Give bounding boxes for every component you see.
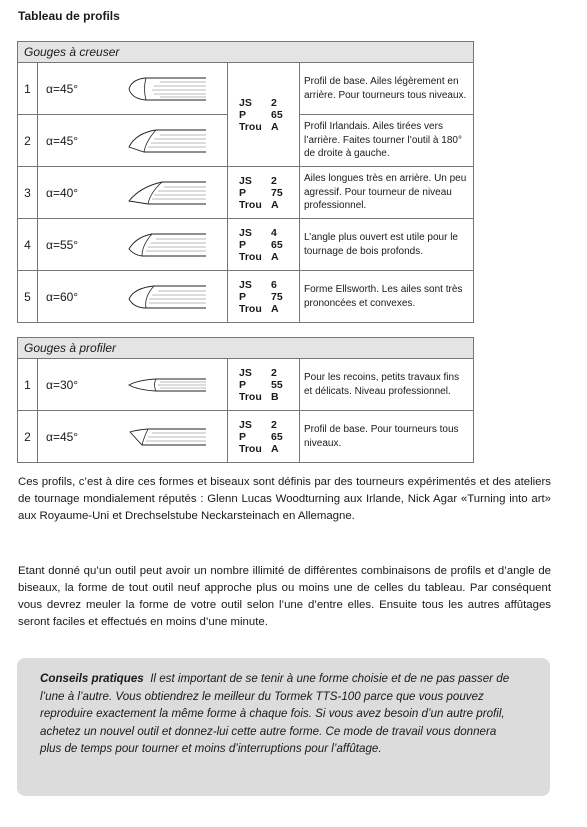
trou-value: A <box>271 250 279 263</box>
description: Forme Ellsworth. Les ailes sont très prononcées et convexes. <box>300 271 474 323</box>
angle-cell <box>38 219 228 271</box>
description: Pour les recoins, petits travaux fins et délicats. Niveau professionnel. <box>300 359 474 411</box>
trou-value: B <box>271 390 279 403</box>
spindle-gouge-table <box>17 337 474 463</box>
angle-cell <box>38 167 228 219</box>
angle-cell <box>38 271 228 323</box>
table-heading: Gouges à creuser <box>18 42 474 63</box>
trou-value: A <box>271 198 279 211</box>
gouge-profile-drawing <box>126 283 208 311</box>
gouge-profile-drawing <box>126 423 208 451</box>
angle-cell <box>38 115 228 167</box>
gouge-profile-drawing <box>126 231 208 259</box>
p-label: P <box>239 186 247 199</box>
tip-text: Il est important de se tenir à une forme choisie et de ne pas passer de l’une à l’autre. Vous obtiendrez le meilleur du Tormek TTS-100 parce que vous pouvez reproduire exactement la même forme à chaque fois. Si vous avez besoin d’un autre profil, achetez un nouvel outil et donnez-lui cette autre forme. Ce mode de travail vous donnera plus de temps pour tourner et moins d’interruptions pour l’affûtage. <box>40 672 510 756</box>
spec-cell <box>228 271 300 323</box>
js-value: 2 <box>271 418 277 431</box>
row-number: 5 <box>18 271 38 323</box>
js-label: JS <box>239 278 252 291</box>
gouge-profile-drawing <box>126 75 208 103</box>
gouge-profile-drawing <box>126 371 208 399</box>
table-heading: Gouges à profiler <box>18 338 474 359</box>
table-row <box>18 411 474 463</box>
page-title: Tableau de profils <box>18 9 120 23</box>
p-value: 75 <box>271 186 283 199</box>
p-value: 65 <box>271 108 283 121</box>
p-label: P <box>239 290 247 303</box>
trou-label: Trou <box>239 250 262 263</box>
bowl-gouge-table <box>17 41 474 323</box>
description: Profil Irlandais. Ailes tirées vers l’arrière. Faites tourner l’outil à 180° de droite à gauche. <box>300 115 474 167</box>
angle-cell <box>38 411 228 463</box>
angle-cell <box>38 359 228 411</box>
body-paragraph: Etant donné qu’un outil peut avoir un nombre illimité de différentes combinaisons de profils et d’angle de biseaux, la forme de tout outil neuf approche plus ou moins une de celles du tableau. Par conséquent vous devrez meuler la forme de votre outil selon l’une d’entre elles. Ensuite tous les autres affûtages seront faciles et effectués en moins d’une minute. <box>18 565 551 628</box>
description: Profil de base. Ailes légèrement en arrière. Pour tourneurs tous niveaux. <box>300 63 474 115</box>
trou-value: A <box>271 302 279 315</box>
table-row <box>18 167 474 219</box>
row-number: 2 <box>18 411 38 463</box>
angle-value: α=60° <box>46 289 79 304</box>
trou-label: Trou <box>239 442 262 455</box>
js-label: JS <box>239 226 252 239</box>
js-value: 2 <box>271 174 277 187</box>
tip-title: Conseils pratiques <box>40 672 144 685</box>
row-number: 3 <box>18 167 38 219</box>
spec-cell <box>228 359 300 411</box>
row-number: 1 <box>18 63 38 115</box>
js-value: 2 <box>271 366 277 379</box>
angle-value: α=45° <box>46 133 79 148</box>
spec-cell <box>228 219 300 271</box>
trou-label: Trou <box>239 390 262 403</box>
angle-value: α=55° <box>46 237 79 252</box>
js-value: 6 <box>271 278 277 291</box>
spec-cell <box>228 167 300 219</box>
table-row <box>18 271 474 323</box>
gouge-profile-drawing <box>126 127 208 155</box>
angle-cell <box>38 63 228 115</box>
p-label: P <box>239 238 247 251</box>
spec-cell <box>228 63 300 167</box>
body-paragraph: Ces profils, c’est à dire ces formes et biseaux sont définis par des tourneurs expérimentés et des ateliers de tournage mondialement réputés : Glenn Lucas Woodturning aux Irlande, Nick Agar «Turning into art» aux Royaume-Uni et Drechselstube Neckarsteinach en Allemagne. <box>18 476 551 522</box>
tip-box <box>17 658 550 796</box>
trou-value: A <box>271 120 279 133</box>
row-number: 2 <box>18 115 38 167</box>
p-label: P <box>239 108 247 121</box>
table-row <box>18 63 474 115</box>
angle-value: α=45° <box>46 81 79 96</box>
angle-value: α=30° <box>46 377 79 392</box>
p-value: 65 <box>271 430 283 443</box>
p-value: 65 <box>271 238 283 251</box>
trou-label: Trou <box>239 198 262 211</box>
p-value: 55 <box>271 378 283 391</box>
spec-cell <box>228 411 300 463</box>
table-row <box>18 359 474 411</box>
js-value: 4 <box>271 226 277 239</box>
row-number: 1 <box>18 359 38 411</box>
tip-content <box>40 670 518 758</box>
p-label: P <box>239 378 247 391</box>
table-row <box>18 219 474 271</box>
p-label: P <box>239 430 247 443</box>
angle-value: α=40° <box>46 185 79 200</box>
trou-label: Trou <box>239 302 262 315</box>
js-label: JS <box>239 96 252 109</box>
js-label: JS <box>239 366 252 379</box>
description: L’angle plus ouvert est utile pour le tournage de bois profonds. <box>300 219 474 271</box>
gouge-profile-drawing <box>126 179 208 207</box>
js-label: JS <box>239 174 252 187</box>
row-number: 4 <box>18 219 38 271</box>
js-value: 2 <box>271 96 277 109</box>
p-value: 75 <box>271 290 283 303</box>
js-label: JS <box>239 418 252 431</box>
trou-label: Trou <box>239 120 262 133</box>
angle-value: α=45° <box>46 429 79 444</box>
trou-value: A <box>271 442 279 455</box>
description: Profil de base. Pour tourneurs tous niveaux. <box>300 411 474 463</box>
description: Ailes longues très en arrière. Un peu agressif. Pour tourneur de niveau professionnel. <box>300 167 474 219</box>
